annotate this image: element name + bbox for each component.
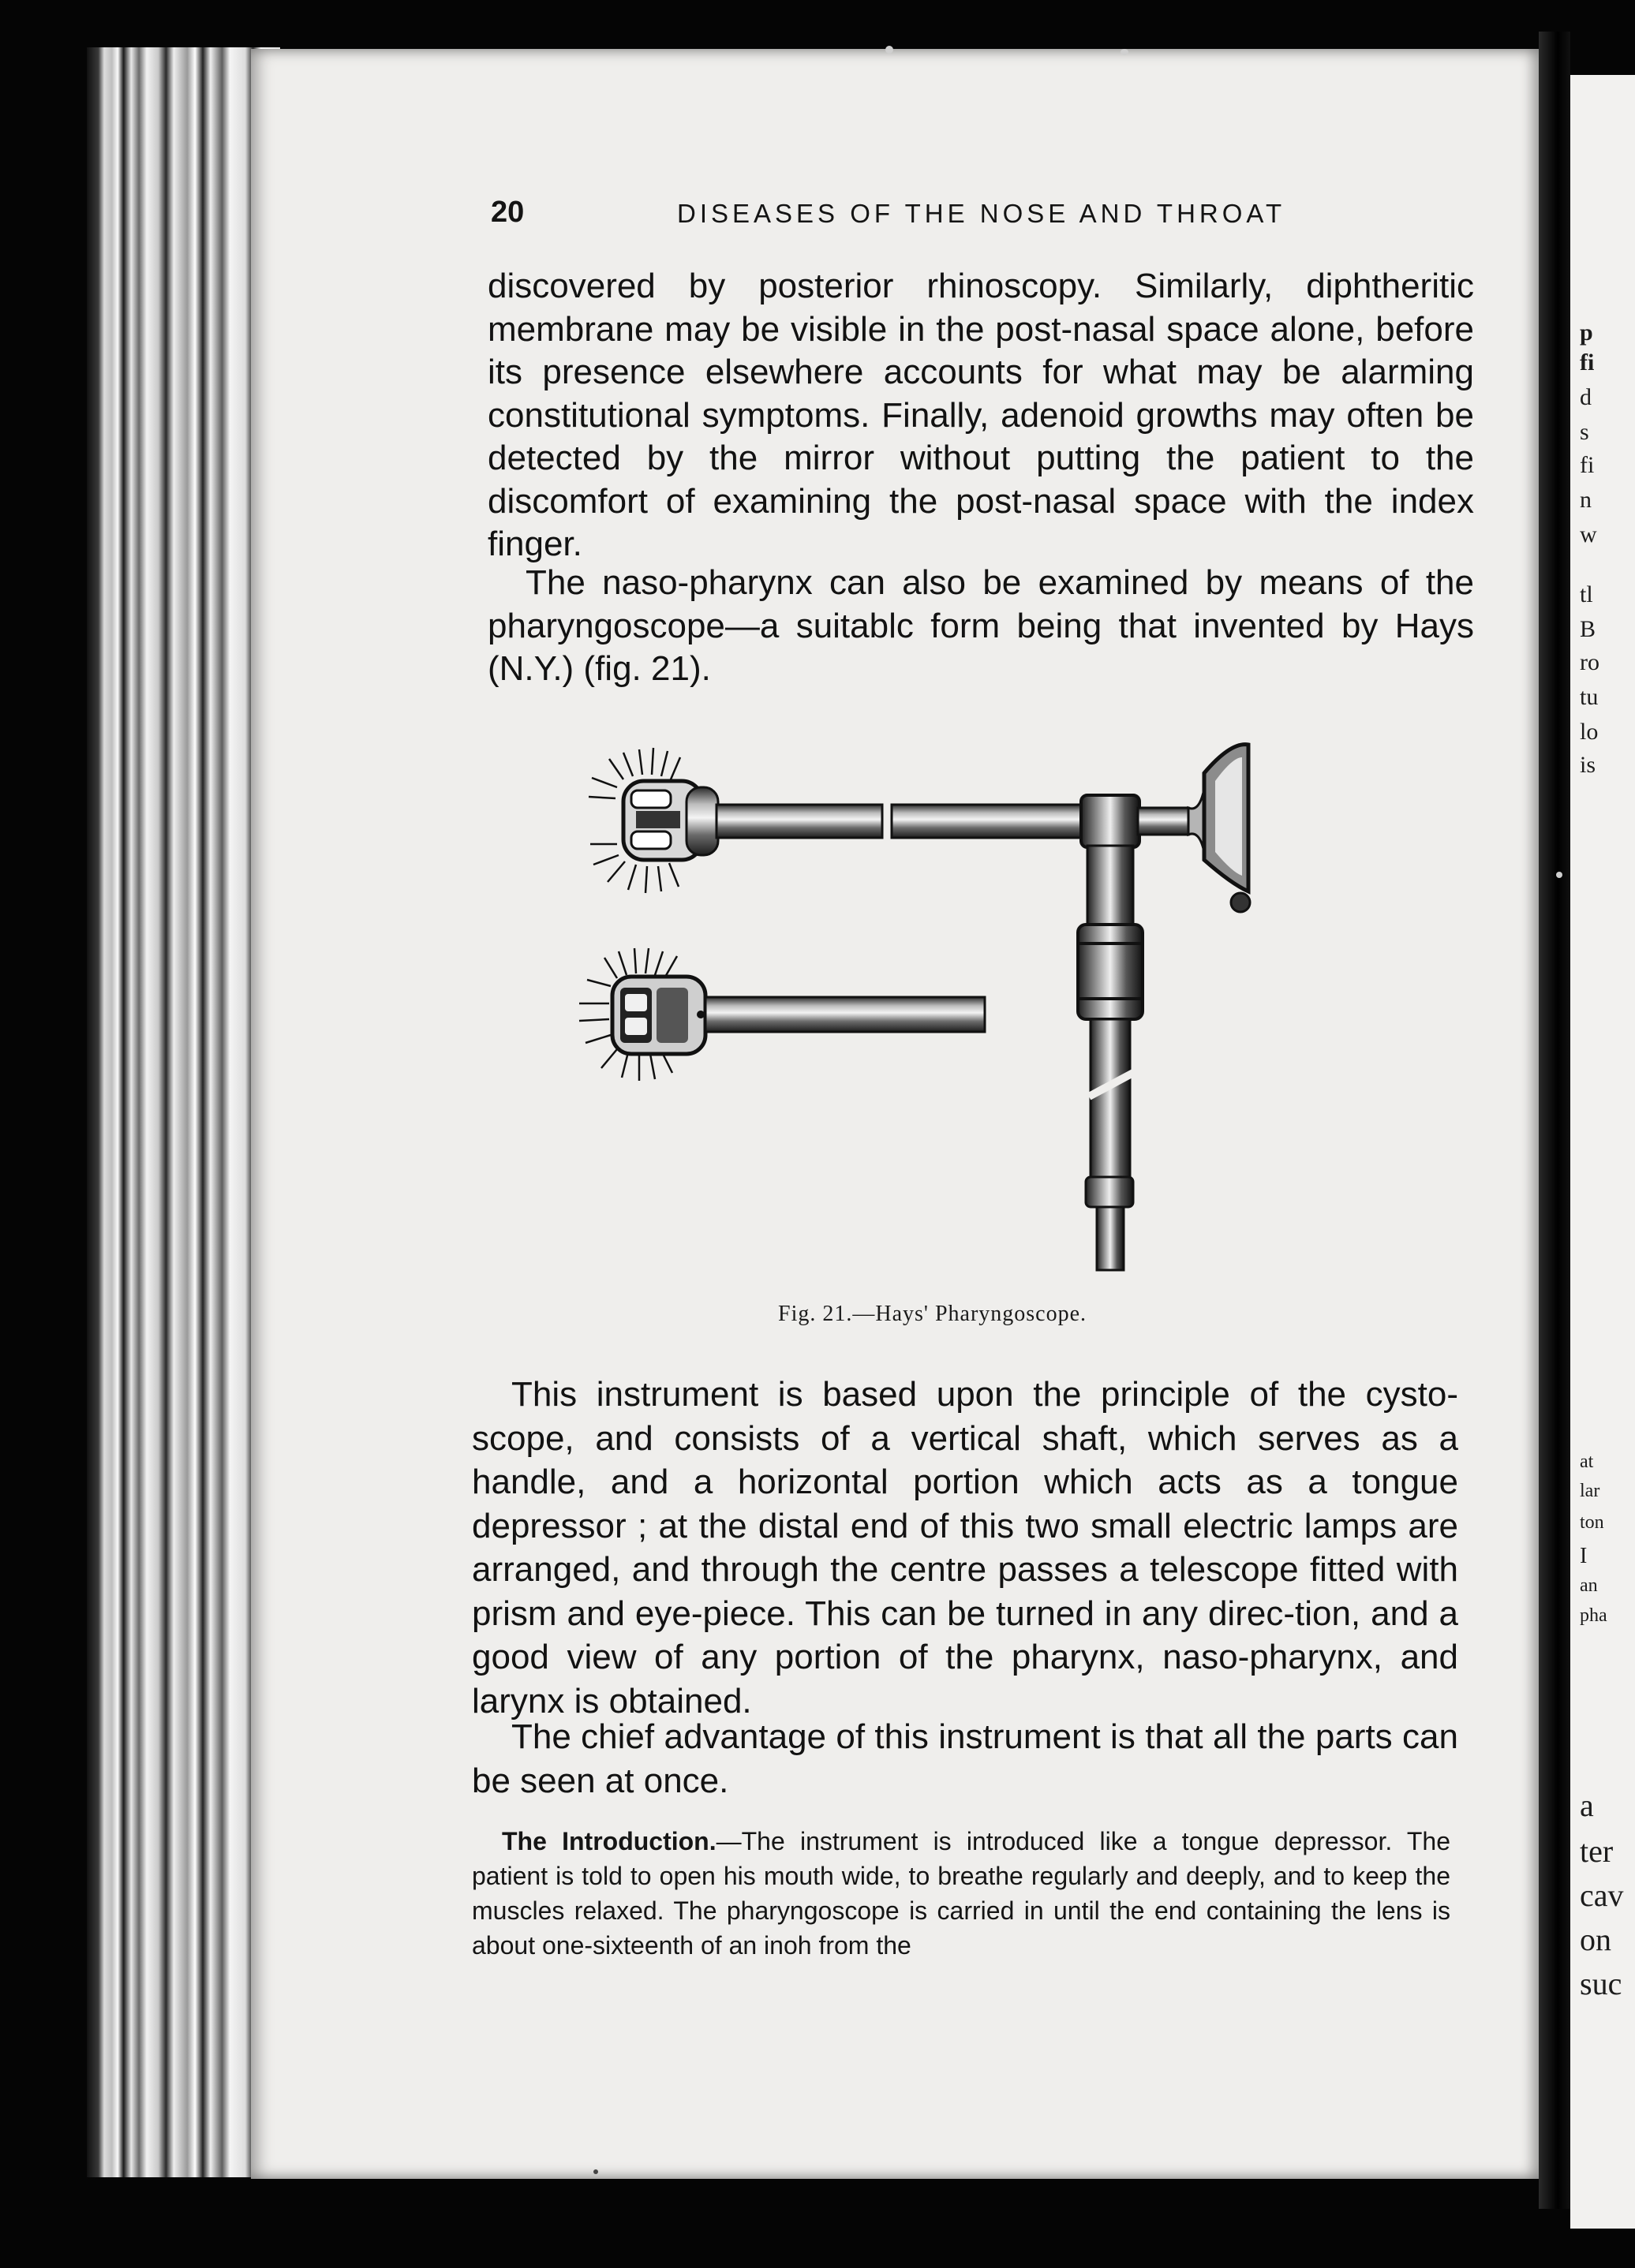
scan-speck: [593, 2169, 598, 2174]
introduction-section: [472, 1824, 1450, 1963]
pharyngoscope-illustration: [568, 726, 1405, 1310]
facing-fragment: B: [1580, 616, 1596, 642]
introduction-heading: The Introduction.: [502, 1827, 716, 1855]
facing-fragment: p: [1580, 319, 1593, 346]
handle-lower: [1091, 1019, 1130, 1177]
facing-fragment: d: [1580, 384, 1592, 410]
facing-fragment: n: [1580, 487, 1592, 513]
running-title: DISEASES OF THE NOSE AND THROAT: [677, 199, 1286, 228]
facing-fragment: w: [1580, 521, 1597, 547]
facing-fragment: fi: [1580, 349, 1595, 376]
lower-lamp-head: [579, 948, 705, 1081]
facing-fragment: a: [1580, 1788, 1594, 1823]
eyepiece-knob: [1231, 893, 1250, 912]
facing-fragment: lo: [1580, 719, 1599, 745]
facing-fragment: lar: [1580, 1481, 1600, 1501]
facing-fragment: tu: [1580, 684, 1599, 710]
facing-page-edge: [1570, 75, 1635, 2229]
facing-fragment: pha: [1580, 1605, 1607, 1626]
page-number: 20: [491, 196, 525, 229]
paragraph-pharyngoscope-intro: The naso-pharynx can also be examined by means of the pharyngoscope—a suitablc form being that invented by Hays (N.Y.) (fig. 21).: [488, 563, 1474, 688]
facing-fragment: cav: [1580, 1878, 1624, 1913]
upper-tube-section-1: [716, 805, 882, 838]
upper-lamp-head: [589, 748, 718, 893]
facing-fragment: on: [1580, 1922, 1611, 1957]
running-header: [491, 196, 1469, 235]
t-junction: [1081, 795, 1139, 847]
facing-fragment: ro: [1580, 649, 1599, 675]
book-gutter: [1539, 32, 1570, 2209]
facing-fragment: ton: [1580, 1512, 1604, 1533]
facing-fragment: I: [1580, 1544, 1588, 1568]
scan-speck: [1121, 49, 1128, 55]
paragraph-chief-advantage: The chief advantage of this instrument is that all the parts can be seen at once.: [472, 1717, 1458, 1800]
facing-fragment: an: [1580, 1575, 1598, 1596]
handle-collar: [1078, 925, 1143, 1019]
scan-speck: [885, 46, 893, 54]
scan-speck: [1556, 872, 1562, 878]
facing-fragment: at: [1580, 1452, 1594, 1472]
handle-upper: [1087, 846, 1133, 925]
facing-fragment: tl: [1580, 581, 1593, 607]
facing-fragment: is: [1580, 752, 1596, 778]
figure-caption: Fig. 21.—Hays' Pharyngoscope.: [778, 1302, 1087, 1326]
paragraph-rhinoscopy: discovered by posterior rhinoscopy. Similarly, diphtheritic membrane may be visible in the post-nasal space alone, before its presence elsewhere accounts for what may be alarming constitutional symptoms. Finally, adenoid growths may often be detected by the mirror without putting the patient to the discomfort of examining the post-nasal space with the index finger.: [488, 267, 1474, 563]
eyepiece-stem: [1138, 808, 1188, 835]
paragraph-instrument-description: This instrument is based upon the principle of the cysto-scope, and consists of a vertical shaft, which serves as a handle, and a horizontal portion which acts as a tongue depressor ; at the distal end of this two small electric lamps are arranged, and through the centre passes a telescope fitted with prism and eye-piece. This can be turned in any direc-tion, and a good view of any portion of the pharynx, naso-pharynx, and larynx is obtained.: [472, 1375, 1458, 1721]
facing-fragment: suc: [1580, 1966, 1622, 2001]
facing-fragment: fi: [1580, 452, 1595, 478]
introduction-text: —The instrument is introduced like a tongue depressor. The patient is told to open his mouth wide, to breathe regularly and deeply, and to keep the muscles relaxed. The pharyngoscope is carried in until the end containing the lens is about one-sixteenth of an inoh from the: [472, 1827, 1451, 1960]
lower-tube: [705, 997, 985, 1032]
handle-terminal: [1097, 1207, 1124, 1270]
upper-tube-section-2: [892, 805, 1086, 838]
facing-fragment: ter: [1580, 1833, 1614, 1869]
facing-fragment: s: [1580, 419, 1589, 445]
